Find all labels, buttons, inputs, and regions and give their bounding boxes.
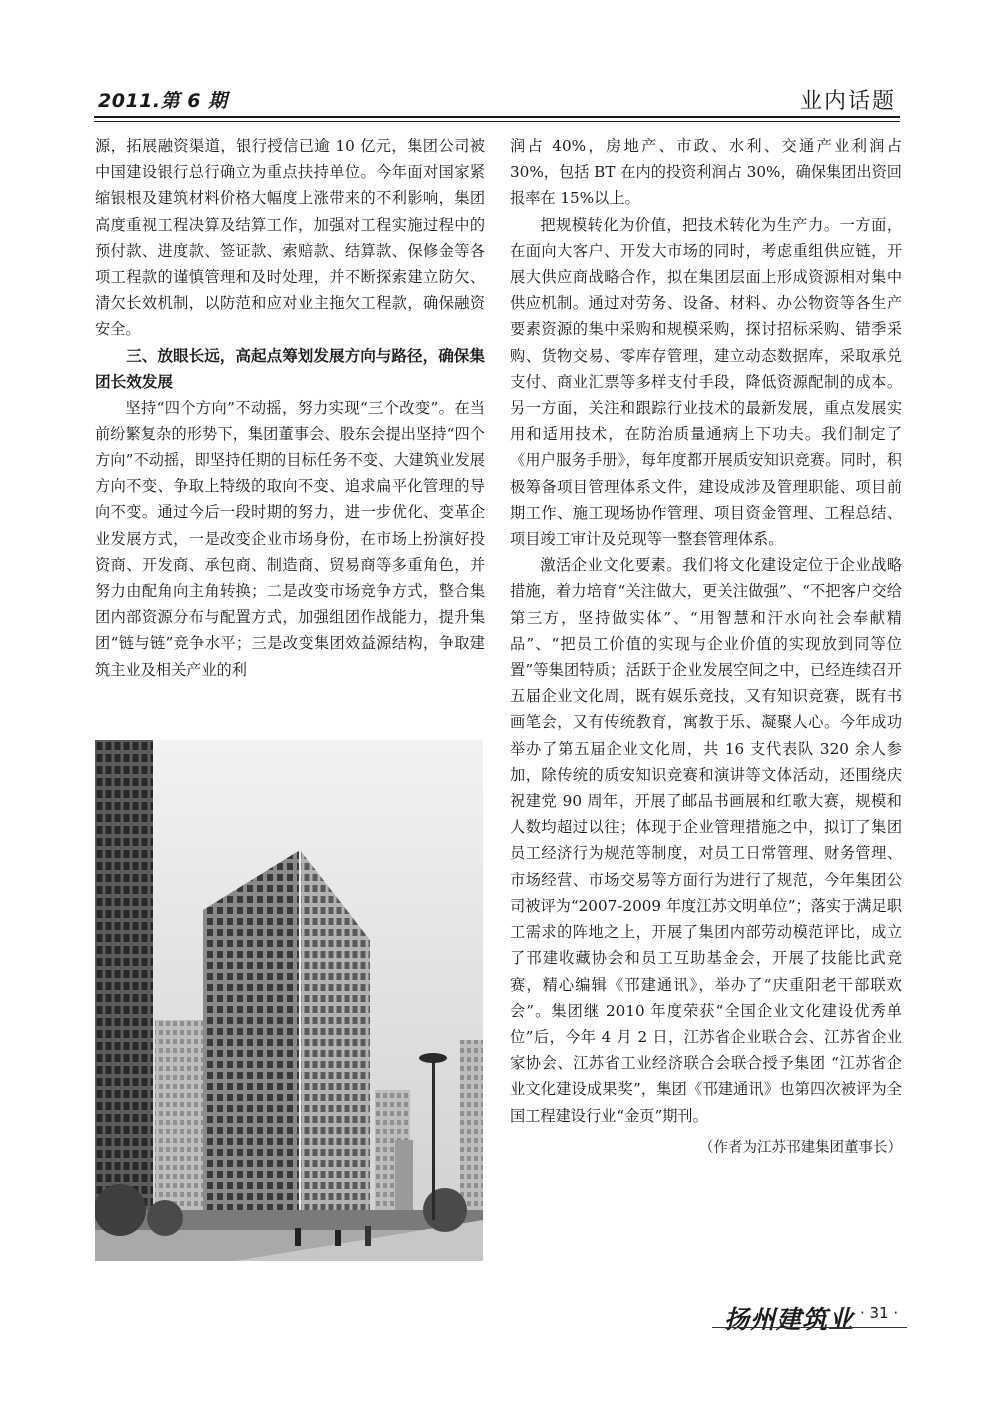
author-byline: （作者为江苏邗建集团董事长） (699, 1139, 902, 1156)
magazine-logo: 扬州建筑业 (724, 1305, 855, 1334)
column-title: 业内话题 (799, 89, 896, 114)
right-paragraph-2: 把规模转化为价值，把技术转化为生产力。一方面，在面向大客户、开发大市场的同时，考虑重组供应链，开展大供应商战略合作，拟在集团层面上形成资源相对集中供应机制。通过对劳务、设备、材料、办公物资等各生产要素资源的集中采购和规模采购，探讨招标采购、错季采购、货物交易、零库存管理，建立动态数据库，采取承兑支付、商业汇票等多样支付手段，降低资源配制的成本。另一方面，关注和跟踪行业技术的最新发展，重点发展实用和适用技术，在防治质量通病上下功夫。我们制定了《用户服务手册》，每年度都开展质安知识竞赛。同时，积极筹备项目管理体系文件，建设成涉及管理职能、项目前期工作、施工现场协作管理、项目资金管理、工程总结、项目竣工审计及兑现等一整套管理体系。 (510, 215, 902, 549)
header-divider-thin (94, 121, 900, 122)
left-paragraph-1: 源，拓展融资渠道，银行授信已逾 10 亿元，集团公司被中国建设银行总行确立为重点扶持单位。今年面对国家紧缩银根及建筑材料价格大幅度上涨带来的不利影响，集团高度重视工程决算及结算工作，加强对工程实施过程中的预付款、进度款、签证款、索赔款、结算款、保修金等各项工程款的谨慎管理和及时处理，并不断探索建立防欠、清欠长效机制，以防范和应对业主拖欠工程款，确保融资安全。 (95, 137, 485, 339)
right-column (510, 133, 902, 1161)
page-number: · 31 · (860, 1304, 899, 1322)
right-paragraph-3: 激活企业文化要素。我们将文化建设定位于企业战略措施，着力培育“关注做大，更关注做强”、“不把客户交给第三方，坚持做实体”、“用智慧和汗水向社会奉献精品”、“把员工价值的实现与企业价值的实现放到同等位置”等集团特质；活跃于企业发展空间之中，已经连续召开五届企业文化周，既有娱乐竞技，又有知识竞赛，既有书画笔会，又有传统教育，寓教于乐、凝聚人心。今年成功举办了第五届企业文化周，共 16 支代表队 320 余人参加，除传统的质安知识竞赛和演讲等文体活动，还围绕庆祝建党 90 周年，开展了邮品书画展和红歌大赛，规模和人数均超过以往；体现于企业管理措施之中，拟订了集团员工经济行为规范等制度，对员工日常管理、财务管理、市场经营、市场交易等方面行为进行了规范，今年集团公司被评为“2007-2009 年度江苏文明单位”；落实于满足职工需求的阵地之上，开展了集团内部劳动模范评比，成立了邗建收藏协会和员工互助基金会，开展了技能比武竞赛，精心编辑《邗建通讯》，举办了“庆重阳老干部联欢会”。集团继 2010 年度荣获“全国企业文化建设优秀单位”后，今年 4 月 2 日，江苏省企业联合会、江苏省企业家协会、江苏省工业经济联合会联合授予集团 “江苏省企业文化建设成果奖”，集团《邗建通讯》也第四次被评为全国工程建设行业“金页”期刊。 (510, 556, 902, 1125)
left-paragraph-2: 坚持“四个方向”不动摇，努力实现“三个改变”。在当前纷繁复杂的形势下，集团董事会、股东会提出坚持“四个方向”不动摇，即坚持任期的目标任务不变、大建筑业发展方向不变、争取上特级的取向不变、追求扁平化管理的导向不变。通过今后一段时期的努力，进一步优化、变革企业发展方式，一是改变企业市场身份，在市场上扮演好投资商、开发商、承包商、制造商、贸易商等多重角色，并努力由配角向主角转换；二是改变市场竞争方式，整合集团内部资源分布与配置方式，加强组团作战能力，提升集团“链与链”竞争水平；三是改变集团效益源结构，争取建筑主业及相关产业的利 (95, 398, 485, 679)
building-photo (95, 740, 483, 1261)
section-heading: 三、放眼长远，高起点筹划发展方向与路径，确保集团长效发展 (95, 346, 485, 391)
right-paragraph-1: 润占 40%，房地产、市政、水利、交通产业利润占 30%，包括 BT 在内的投资利润占 30%，确保集团出资回报率在 15%以上。 (510, 137, 902, 208)
left-column (95, 133, 485, 683)
header-divider (94, 116, 900, 118)
footer-divider (712, 1327, 907, 1328)
issue-label: 2011.第 6 期 (98, 90, 228, 112)
